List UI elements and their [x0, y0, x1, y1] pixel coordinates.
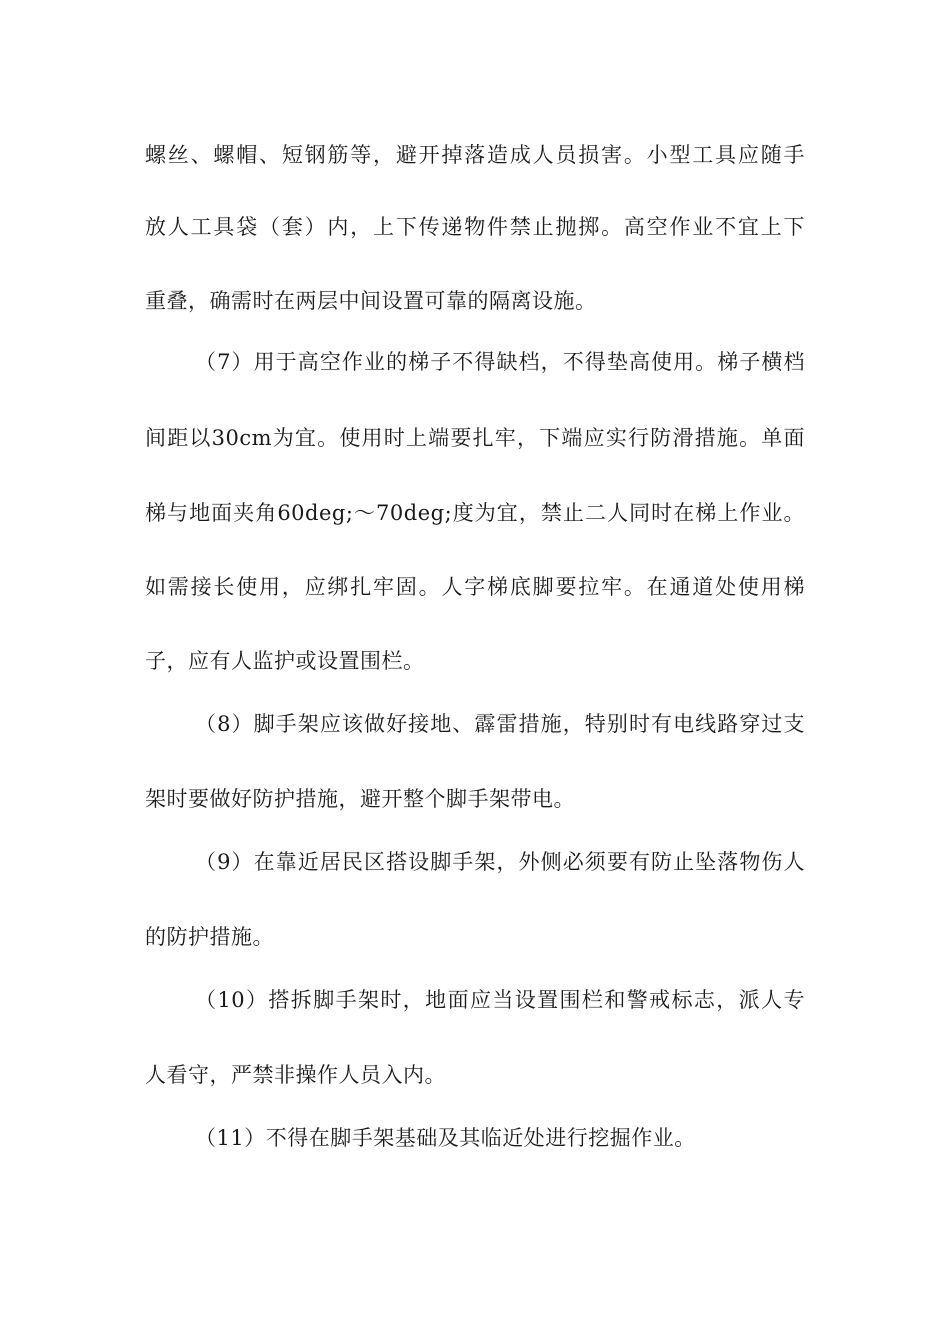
text-line: 重叠，确需时在两层中间设置可靠的隔离设施。: [145, 289, 597, 313]
text-line: 间距以30cm为宜。使用时上端要扎牢，下端应实行防滑措施。单面: [145, 426, 805, 450]
text-line: 梯与地面夹角60deg;～70deg;度为宜，禁止二人同时在梯上作业。: [145, 501, 805, 525]
paragraph-7-start: （7）用于高空作业的梯子不得缺档，不得垫高使用。梯子横档: [195, 350, 805, 374]
paragraph-8-start: （8）脚手架应该做好接地、霹雷措施，特别时有电线路穿过支: [195, 712, 805, 736]
text-line: 子，应有人监护或设置围栏。: [145, 649, 425, 673]
text-line: 如需接长使用，应绑扎牢固。人字梯底脚要拉牢。在通道处使用梯: [145, 575, 805, 599]
text-line: 人看守，严禁非操作人员入内。: [145, 1063, 446, 1087]
paragraph-10-start: （10）搭拆脚手架时，地面应当设置围栏和警戒标志，派人专: [195, 988, 805, 1012]
text-line: 架时要做好防护措施，避开整个脚手架带电。: [145, 787, 575, 811]
text-line: 螺丝、螺帽、短钢筋等，避开掉落造成人员损害。小型工具应随手: [145, 143, 805, 167]
text-line: 放人工具袋（套）内，上下传递物件禁止抛掷。高空作业不宜上下: [145, 215, 805, 239]
text-line: 的防护措施。: [145, 925, 274, 949]
paragraph-11-start: （11）不得在脚手架基础及其临近处进行挖掘作业。: [195, 1126, 696, 1150]
paragraph-9-start: （9）在靠近居民区搭设脚手架，外侧必须要有防止坠落物伤人: [195, 850, 805, 874]
